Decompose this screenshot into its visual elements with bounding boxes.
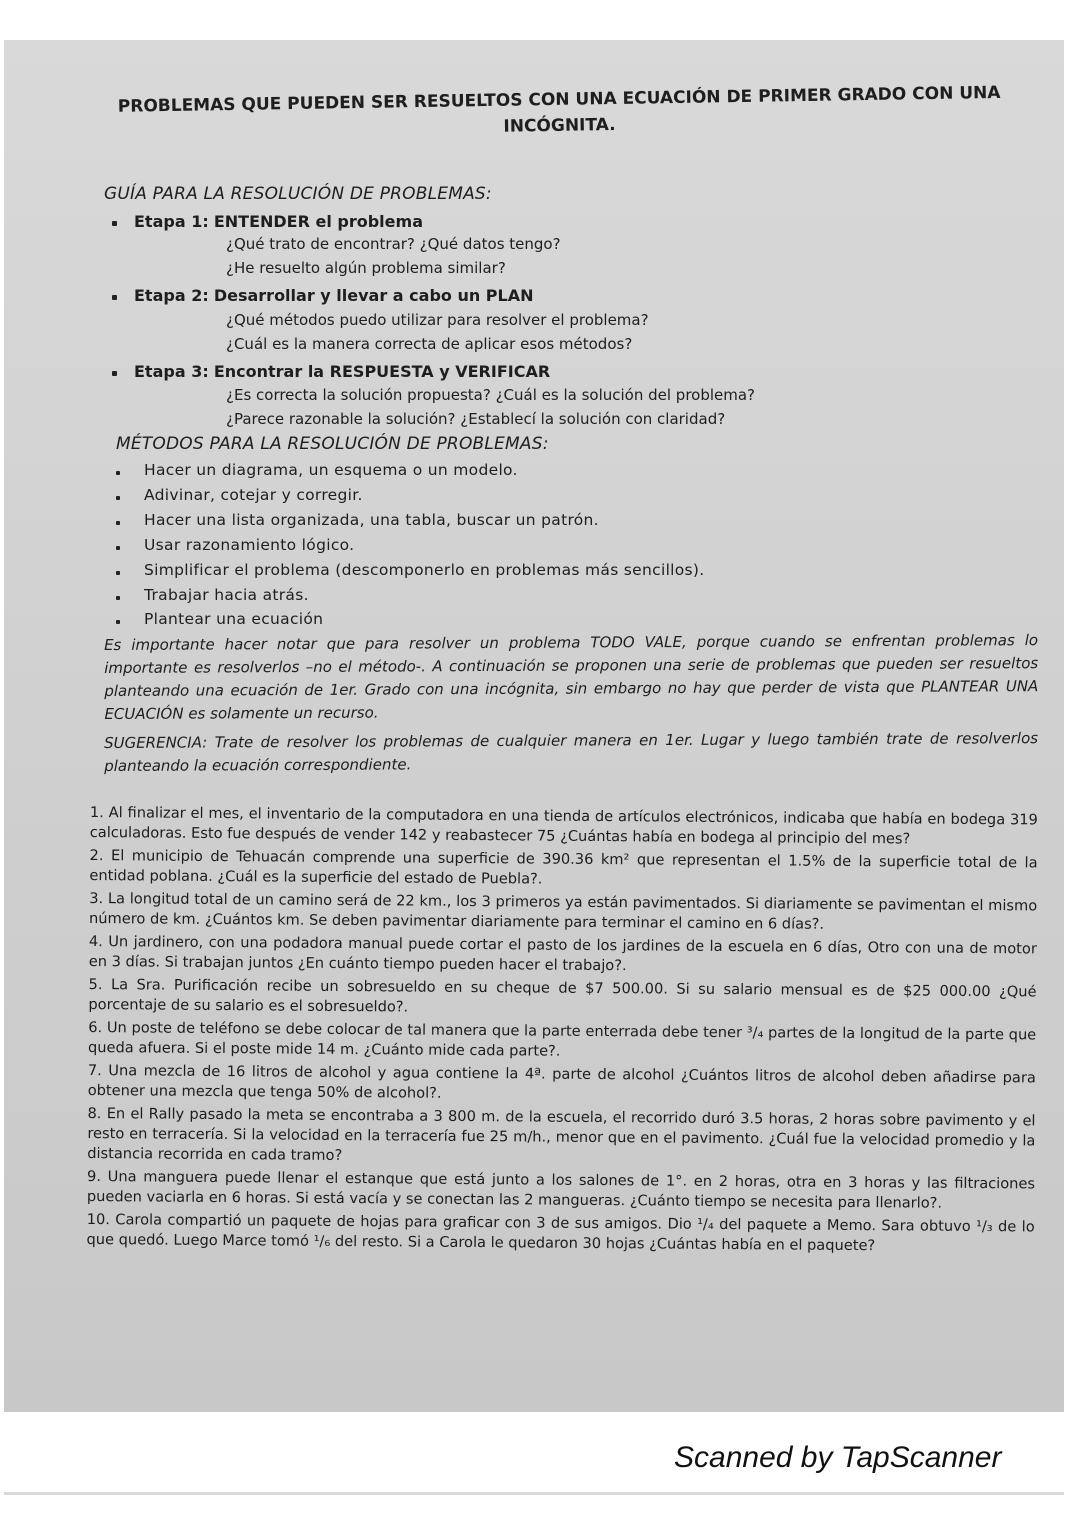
stage-question: ¿Cuál es la manera correcta de aplicar esos métodos? bbox=[226, 335, 633, 353]
stage-question: ¿Qué trato de encontrar? ¿Qué datos tengo? bbox=[226, 235, 561, 253]
stage-title bbox=[134, 362, 550, 381]
stage-question: ¿He resuelto algún problema similar? bbox=[226, 259, 506, 277]
scanned-page bbox=[4, 40, 1064, 1412]
bottom-divider bbox=[4, 1492, 1064, 1495]
problem-item: 8. En el Rally pasado la meta se encontraba a 3 800 m. de la escuela, el recorrido duró 3.5 horas, 2 horas sobre pavimento y el resto en terracería. Si la velocidad en la terracería fue 25 m/h., menor que en el pavimento. ¿Cuál fue la velocidad promedio y la distancia recorrida en cada tramo? bbox=[87, 1104, 1036, 1164]
suggestion-paragraph: SUGERENCIA: Trate de resolver los problemas de cualquier manera en 1er. Lugar y luego también trate de resolverlos planteando la ecuación correspondiente. bbox=[104, 729, 1039, 775]
bullet-icon bbox=[112, 371, 117, 376]
problem-item: 9. Una manguera puede llenar el estanque que está junto a los salones de 1°. en 2 horas, otra en 3 horas y las filtraciones pueden vaciarla en 6 horas. Si está vacía y se conectan las 2 mangueras. ¿Cuánto tiempo se necesita para llenarlo?. bbox=[86, 1167, 1036, 1212]
method-item: Hacer un diagrama, un esquema o un modelo. bbox=[144, 461, 518, 479]
problem-item: 6. Un poste de teléfono se debe colocar de tal manera que la parte enterrada debe tener ³/₄ partes de la longitud de la parte que queda afuera. Si el poste mide 14 m. ¿Cuánto mide cada parte?. bbox=[88, 1018, 1037, 1060]
stage-label: Etapa 2: bbox=[134, 286, 209, 305]
guide-heading: GUÍA PARA LA RESOLUCIÓN DE PROBLEMAS: bbox=[104, 184, 492, 204]
scanner-watermark: Scanned by TapScanner bbox=[674, 1441, 1002, 1474]
method-item: Adivinar, cotejar y corregir. bbox=[144, 486, 363, 504]
bullet-icon bbox=[116, 571, 120, 575]
method-item: Trabajar hacia atrás. bbox=[144, 586, 309, 604]
stage-name: ENTENDER el problema bbox=[213, 212, 423, 231]
bullet-icon bbox=[116, 596, 120, 600]
stage-title bbox=[134, 286, 534, 305]
method-item: Simplificar el problema (descomponerlo en problemas más sencillos). bbox=[144, 561, 705, 579]
stage-title bbox=[134, 212, 423, 231]
stage-question: ¿Es correcta la solución propuesta? ¿Cuál es la solución del problema? bbox=[226, 386, 756, 404]
stage-label: Etapa 1: bbox=[134, 212, 209, 231]
bullet-icon bbox=[112, 295, 117, 300]
stage-question: ¿Qué métodos puedo utilizar para resolver el problema? bbox=[226, 311, 649, 329]
problem-item: 3. La longitud total de un camino será de 22 km., los 3 primeros ya están pavimentados. Si diariamente se pavimentan el mismo número de km. ¿Cuántos km. Se deben pavimentar diariamente para terminar el camino en 6 días?. bbox=[89, 889, 1038, 933]
stage-name: Desarrollar y llevar a cabo un PLAN bbox=[213, 286, 534, 305]
bullet-icon bbox=[116, 620, 120, 624]
problem-item: 7. Una mezcla de 16 litros de alcohol y agua contiene la 4ª. parte de alcohol ¿Cuántos litros de alcohol deben añadirse para obtener una mezcla que tenga 50% de alcohol?. bbox=[87, 1061, 1036, 1102]
bullet-icon bbox=[116, 546, 120, 550]
problem-item: 5. La Sra. Purificación recibe un sobresueldo en su cheque de $7 500.00. Si su salario mensual es de $25 000.00 ¿Qué porcentaje de su salario es el sobresueldo?. bbox=[88, 975, 1037, 1016]
page-title: PROBLEMAS QUE PUEDEN SER RESUELTOS CON UNA ECUACIÓN DE PRIMER GRADO CON UNA INCÓGNITA. bbox=[117, 82, 1001, 137]
method-item: Usar razonamiento lógico. bbox=[144, 536, 355, 554]
bullet-icon bbox=[112, 221, 117, 226]
problem-list bbox=[86, 803, 1038, 1260]
top-margin bbox=[0, 0, 1080, 40]
problem-item: 2. El municipio de Tehuacán comprende una superficie de 390.36 km² que representan el 1.5% de la superficie total de la entidad poblana. ¿Cuál es la superficie del estado de Puebla?. bbox=[89, 846, 1038, 888]
stage-question: ¿Parece razonable la solución? ¿Establecí la solución con claridad? bbox=[226, 410, 726, 428]
problem-item: 10. Carola compartió un paquete de hojas para graficar con 3 de sus amigos. Dio ¹/₄ del paquete a Memo. Sara obtuvo ¹/₃ de lo que quedó. Luego Marce tomó ¹/₆ del resto. Si a Carola le quedaron 30 hojas ¿Cuántas había en el paquete? bbox=[86, 1210, 1035, 1255]
method-item: Plantear una ecuación bbox=[144, 610, 324, 628]
stage-name: Encontrar la RESPUESTA y VERIFICAR bbox=[213, 362, 551, 381]
intro-paragraph: Es importante hacer notar que para resolver un problema TODO VALE, porque cuando se enfrentan problemas lo importante es resolverlos –no el método-. A continuación se proponen una serie de problemas que pueden ser resueltos planteando una ecuación de 1er. Grado con una incógnita, sin embargo no hay que perder de vista que PLANTEAR UNA ECUACIÓN es solamente un recurso. bbox=[104, 631, 1039, 723]
bullet-icon bbox=[116, 521, 120, 525]
method-item: Hacer una lista organizada, una tabla, buscar un patrón. bbox=[144, 511, 599, 529]
bullet-icon bbox=[116, 471, 120, 475]
bullet-icon bbox=[116, 496, 120, 500]
methods-heading: MÉTODOS PARA LA RESOLUCIÓN DE PROBLEMAS: bbox=[116, 434, 549, 454]
stage-label: Etapa 3: bbox=[134, 362, 209, 381]
problem-item: 1. Al finalizar el mes, el inventario de la computadora en una tienda de artículos electrónicos, indicaba que había en bodega 319 calculadoras. Esto fue después de vender 142 y reabastecer 75 ¿Cuántas había en bodega al principio del mes? bbox=[89, 803, 1038, 848]
problem-item: 4. Un jardinero, con una podadora manual puede cortar el pasto de los jardines de la escuela en 6 días, Otro con una de motor en 3 días. Si trabajan juntos ¿En cuánto tiempo pueden hacer el trabajo?. bbox=[88, 932, 1037, 975]
